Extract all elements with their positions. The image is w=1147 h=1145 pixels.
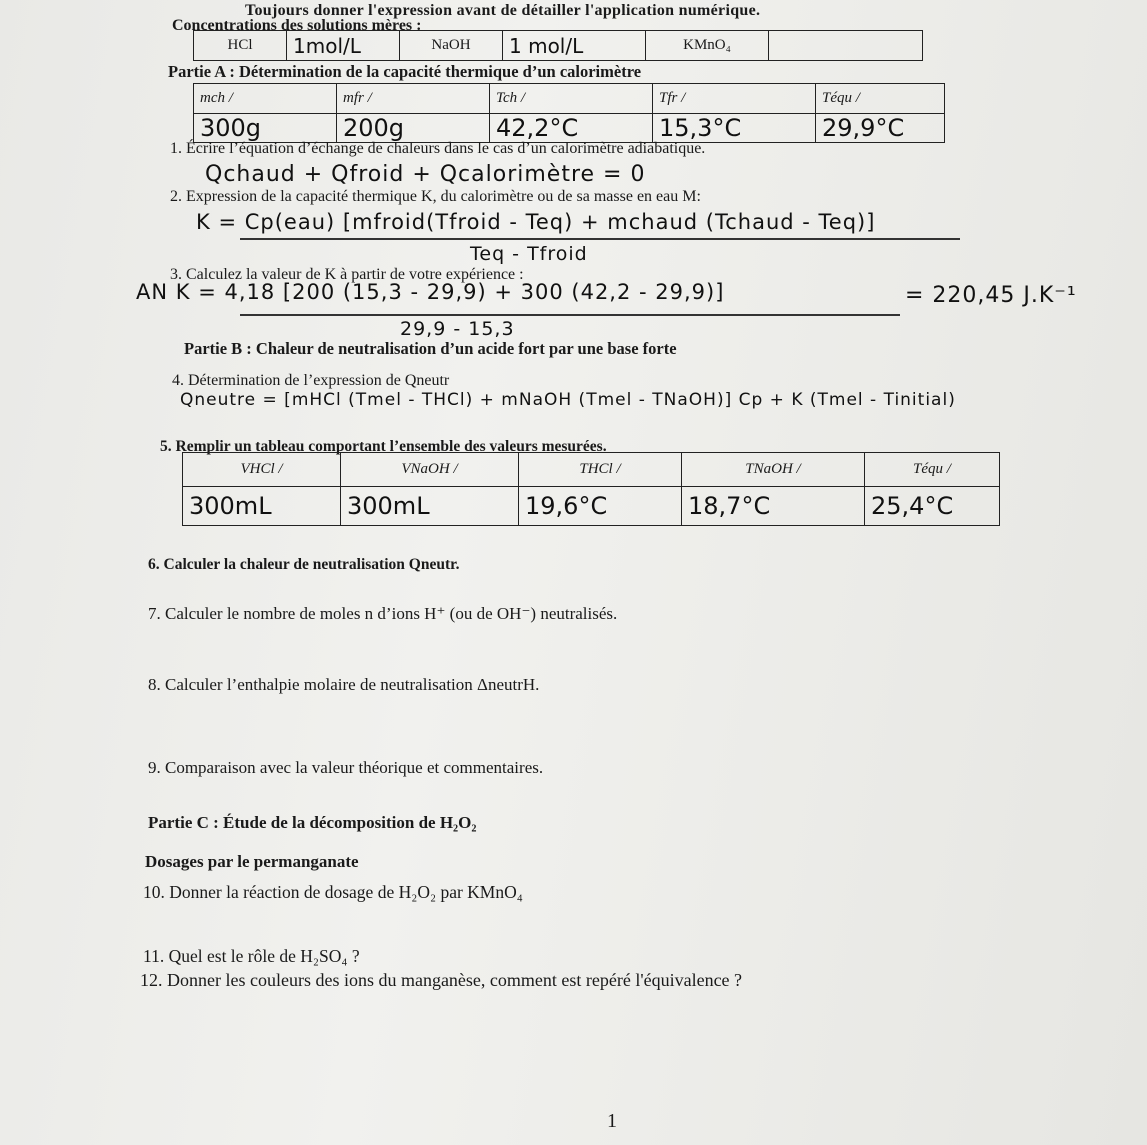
answer-3-result: = 220,45 J.K⁻¹ bbox=[905, 283, 1077, 308]
answer-1: Qchaud + Qfroid + Qcalorimètre = 0 bbox=[205, 162, 646, 187]
answer-2-numerator: K = Cp(eau) [mfroid(Tfroid - Teq) + mchaud (Tchaud - Teq)] bbox=[196, 210, 876, 234]
mfr-value: 200g bbox=[337, 114, 490, 143]
thcl-header: THCl / bbox=[519, 453, 682, 487]
question-7: 7. Calculer le nombre de moles n d’ions H⁺ (ou de OH⁻) neutralisés. bbox=[148, 604, 618, 623]
kmno4-value bbox=[769, 31, 923, 61]
question-9: 9. Comparaison avec la valeur théorique et commentaires. bbox=[148, 758, 544, 777]
question-1: 1. Écrire l’équation d’échange de chaleurs dans le cas d’un calorimètre adiabatique. bbox=[170, 140, 706, 157]
answer-3-denominator: 29,9 - 15,3 bbox=[400, 318, 515, 340]
tfr-header: Tfr / bbox=[653, 84, 816, 114]
question-4: 4. Détermination de l’expression de Qneutr bbox=[172, 372, 450, 389]
part-c-title: Partie C : Étude de la décomposition de H₂O₂ bbox=[148, 813, 477, 832]
question-12: 12. Donner les couleurs des ions du manganèse, comment est repéré l'équivalence ? bbox=[140, 970, 743, 990]
naoh-label: NaOH bbox=[400, 31, 503, 61]
answer-3-fraction-bar bbox=[240, 314, 900, 316]
part-a-title: Partie A : Détermination de la capacité thermique d’un calorimètre bbox=[168, 62, 642, 81]
mch-header: mch / bbox=[194, 84, 337, 114]
tequ-b-header: Téqu / bbox=[865, 453, 1000, 487]
hcl-value: 1mol/L bbox=[287, 31, 400, 61]
kmno4-label: KMnO₄ bbox=[646, 31, 769, 61]
answer-3-numerator: AN K = 4,18 [200 (15,3 - 29,9) + 300 (42,2 - 29,9)] bbox=[136, 280, 725, 304]
tfr-value: 15,3°C bbox=[653, 114, 816, 143]
hcl-label: HCl bbox=[194, 31, 287, 61]
answer-2-denominator: Teq - Tfroid bbox=[470, 243, 588, 265]
thcl-value: 19,6°C bbox=[519, 487, 682, 526]
tequ-value: 29,9°C bbox=[816, 114, 945, 143]
question-3: 3. Calculez la valeur de K à partir de votre expérience : bbox=[170, 266, 524, 283]
tnaoh-header: TNaOH / bbox=[682, 453, 865, 487]
part-a-table bbox=[193, 83, 945, 143]
mch-value: 300g bbox=[194, 114, 337, 143]
page-number: 1 bbox=[607, 1110, 617, 1132]
vnaoh-header: VNaOH / bbox=[341, 453, 519, 487]
question-6: 6. Calculer la chaleur de neutralisation Qneutr. bbox=[148, 556, 460, 573]
tequ-header: Téqu / bbox=[816, 84, 945, 114]
concentrations-table bbox=[193, 30, 923, 61]
tch-header: Tch / bbox=[490, 84, 653, 114]
naoh-value: 1 mol/L bbox=[503, 31, 646, 61]
part-b-title: Partie B : Chaleur de neutralisation d’un acide fort par une base forte bbox=[184, 339, 677, 358]
answer-2-fraction-bar bbox=[240, 238, 960, 240]
top-note: Toujours donner l'expression avant de détailler l'application numérique. bbox=[245, 2, 761, 19]
question-8: 8. Calculer l’enthalpie molaire de neutralisation ΔneutrH. bbox=[148, 675, 540, 694]
vnaoh-value: 300mL bbox=[341, 487, 519, 526]
mfr-header: mfr / bbox=[337, 84, 490, 114]
part-b-table bbox=[182, 452, 1000, 526]
tequ-b-value: 25,4°C bbox=[865, 487, 1000, 526]
question-11: 11. Quel est le rôle de H₂SO₄ ? bbox=[143, 946, 360, 966]
answer-4: Qneutre = [mHCl (Tmel - THCl) + mNaOH (Tmel - TNaOH)] Cp + K (Tmel - Tinitial) bbox=[180, 390, 956, 410]
vhcl-value: 300mL bbox=[183, 487, 341, 526]
part-c-subtitle: Dosages par le permanganate bbox=[145, 852, 359, 871]
question-5: 5. Remplir un tableau comportant l’ensemble des valeurs mesurées. bbox=[160, 438, 607, 455]
vhcl-header: VHCl / bbox=[183, 453, 341, 487]
question-10: 10. Donner la réaction de dosage de H₂O₂ par KMnO₄ bbox=[143, 882, 523, 902]
concentrations-title: Concentrations des solutions mères : bbox=[172, 17, 422, 34]
tch-value: 42,2°C bbox=[490, 114, 653, 143]
tnaoh-value: 18,7°C bbox=[682, 487, 865, 526]
question-2: 2. Expression de la capacité thermique K, du calorimètre ou de sa masse en eau M: bbox=[170, 188, 701, 205]
